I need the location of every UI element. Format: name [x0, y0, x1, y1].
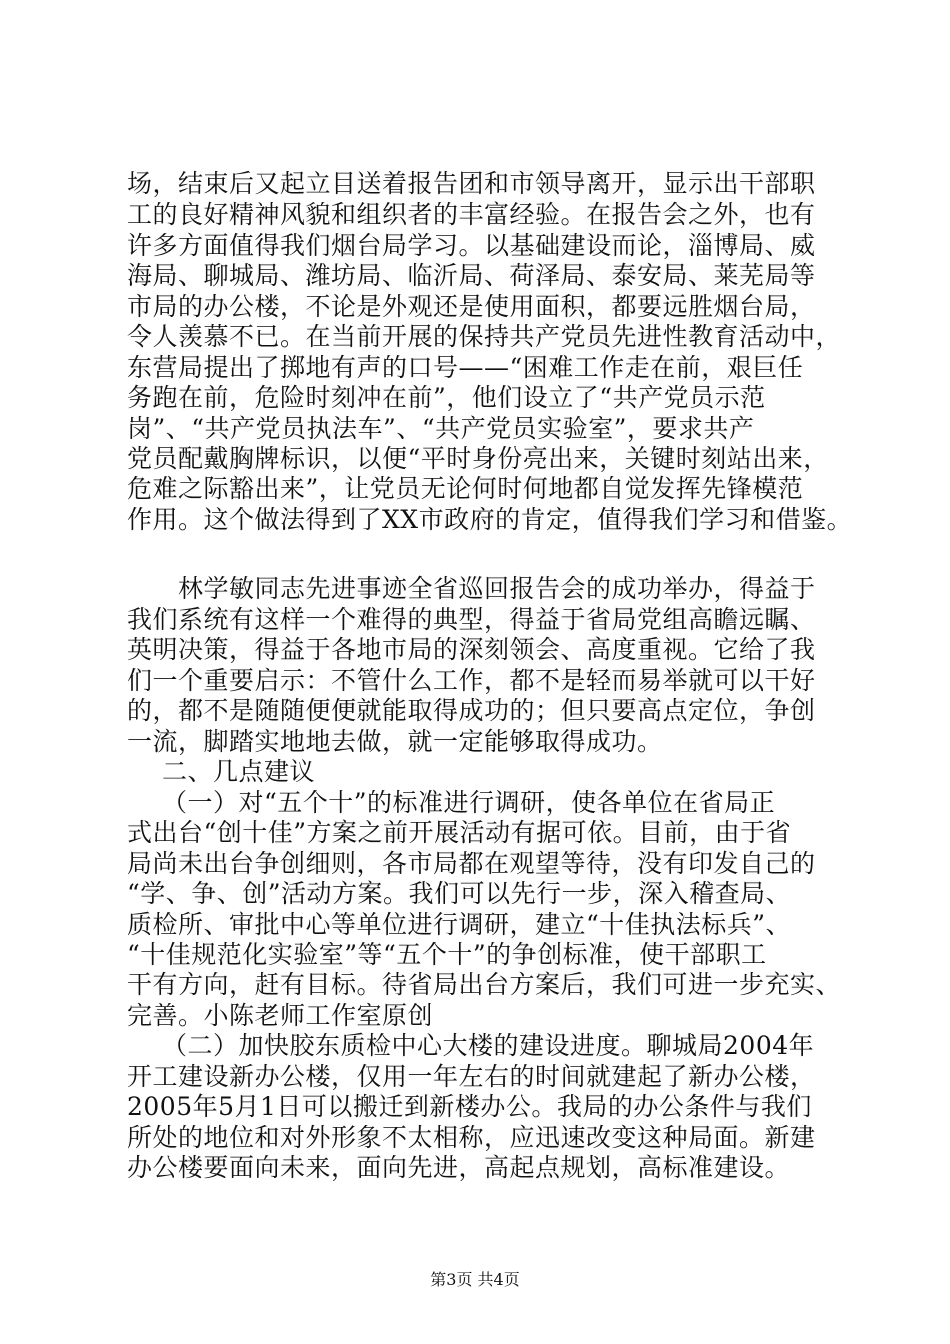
paragraph-2-line: 一流，脚踏实地地去做，就一定能够取得成功。: [127, 726, 663, 756]
section-heading: 二、几点建议: [162, 757, 316, 787]
paragraph-3-line: 干有方向，赶有目标。待省局出台方案后，我们可进一步充实、: [127, 970, 842, 1000]
page-footer: 第3页 共4页: [430, 1270, 520, 1289]
paragraph-3-line: 局尚未出台争创细则，各市局都在观望等待，没有印发自己的: [127, 848, 816, 878]
paragraph-1-line: 党员配戴胸牌标识，以便“平时身份亮出来，关键时刻站出来，: [127, 443, 829, 473]
paragraph-2-line: 英明决策，得益于各地市局的深刻领会、高度重视。它给了我: [127, 635, 816, 665]
paragraph-2-line: 我们系统有这样一个难得的典型，得益于省局党组高瞻远瞩、: [127, 604, 816, 634]
paragraph-2-line: 的，都不是随随便便就能取得成功的；但只要高点定位，争创: [127, 696, 816, 726]
paragraph-1-line: 务跑在前，危险时刻冲在前”，他们设立了“共产党员示范: [127, 383, 766, 413]
paragraph-1-line: 岗”、“共产党员执法车”、“共产党员实验室”，要求共产: [127, 413, 755, 443]
paragraph-3-line: “十佳规范化实验室”等“五个十”的争创标准，使干部职工: [127, 939, 767, 969]
paragraph-3-line: “学、争、创”活动方案。我们可以先行一步，深入稽查局、: [127, 879, 792, 909]
paragraph-4-line: 开工建设新办公楼，仅用一年左右的时间就建起了新办公楼，: [127, 1061, 816, 1091]
paragraph-1-line: 东营局提出了掷地有声的口号——“困难工作走在前，艰巨任: [127, 352, 804, 382]
paragraph-2-line: 们一个重要启示：不管什么工作，都不是轻而易举就可以干好: [127, 665, 816, 695]
paragraph-3-line: 完善。小陈老师工作室原创: [127, 1000, 434, 1030]
paragraph-3-line: 质检所、审批中心等单位进行调研，建立“十佳执法标兵”、: [127, 909, 792, 939]
paragraph-3-line: 式出台“创十佳”方案之前开展活动有据可依。目前，由于省: [127, 818, 792, 848]
paragraph-4-line: （二）加快胶东质检中心大楼的建设进度。聊城局2004年: [162, 1031, 815, 1061]
paragraph-3-line: （一）对“五个十”的标准进行调研，使各单位在省局正: [162, 787, 776, 817]
paragraph-4-line: 办公楼要面向未来，面向先进，高起点规划，高标准建设。: [127, 1153, 791, 1183]
paragraph-1-line: 场，结束后又起立目送着报告团和市领导离开，显示出干部职: [127, 169, 816, 198]
paragraph-1-line: 市局的办公楼，不论是外观还是使用面积，都要远胜烟台局，: [127, 291, 816, 321]
paragraph-2-line: 林学敏同志先进事迹全省巡回报告会的成功举办，得益于: [178, 574, 816, 604]
paragraph-1-line: 海局、聊城局、潍坊局、临沂局、荷泽局、泰安局、莱芜局等: [127, 261, 816, 291]
paragraph-1-line: 许多方面值得我们烟台局学习。以基础建设而论，淄博局、威: [127, 230, 816, 260]
paragraph-4-line: 2005年5月1日可以搬迁到新楼办公。我局的办公条件与我们: [127, 1092, 812, 1122]
paragraph-1-line: 作用。这个做法得到了XX市政府的肯定，值得我们学习和借鉴。: [127, 504, 853, 534]
paragraph-1-line: 工的良好精神风貌和组织者的丰富经验。在报告会之外，也有: [127, 200, 816, 230]
paragraph-4-line: 所处的地位和对外形象不太相称，应迅速改变这种局面。新建: [127, 1122, 816, 1152]
paragraph-1-line: 危难之际豁出来”，让党员无论何时何地都自觉发挥先锋模范: [127, 474, 804, 504]
paragraph-1-line: 令人羡慕不已。在当前开展的保持共产党员先进性教育活动中，: [127, 322, 842, 352]
